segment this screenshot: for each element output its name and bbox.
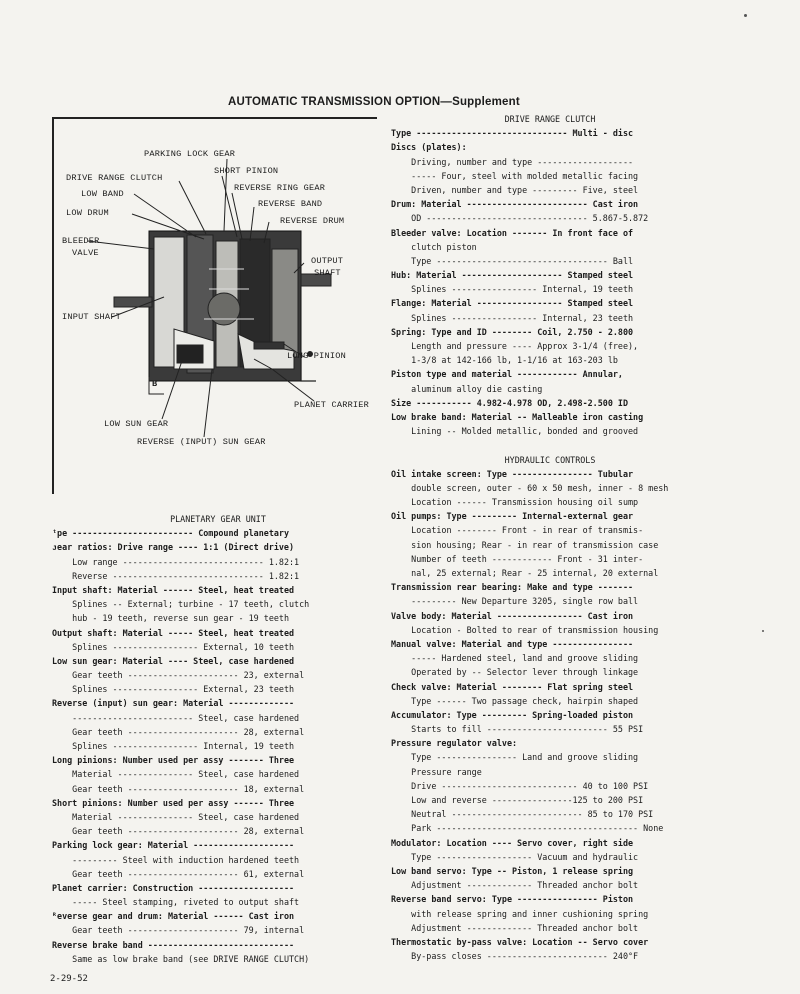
spec-line: Oil pumps: Type --------- Internal-external gear — [391, 511, 634, 522]
spec-line: Type ------------------------------ Multi - disc — [391, 128, 634, 139]
spec-line: Gear teeth ---------------------- 61, external — [52, 868, 305, 879]
spec-line: Planet carrier: Construction ------------------- — [52, 882, 295, 893]
paper-speck — [744, 14, 747, 17]
spec-line: double screen, outer - 60 x 50 mesh, inner - 8 mesh — [391, 482, 669, 493]
spec-line: Reverse brake band ----------------------------- — [52, 939, 295, 950]
spec-line: Splines ----------------- External, 10 teeth — [52, 641, 295, 652]
spec-line: sion housing; Rear - in rear of transmission case — [391, 539, 659, 550]
label-input-shaft: INPUT SHAFT — [62, 312, 121, 322]
spec-line: Splines -- External; turbine - 17 teeth, clutch — [52, 599, 310, 610]
label-low-drum: LOW DRUM — [66, 208, 109, 218]
spec-line: Pressure range — [391, 766, 482, 777]
spec-line: Long pinions: Number used per assy ------- Three — [52, 755, 295, 766]
label-planet-carrier: PLANET CARRIER — [294, 400, 369, 410]
spec-line: Adjustment ------------- Threaded anchor bolt — [391, 922, 639, 933]
label-reverse-band: REVERSE BAND — [258, 199, 323, 209]
spec-line: nal, 25 external; Rear - 25 internal, 20 external — [391, 568, 659, 578]
spec-line: Accumulator: Type --------- Spring-loaded piston — [391, 709, 634, 720]
spec-line: Length and pressure ---- Approx 3-1/4 (free), — [391, 341, 639, 351]
spec-line: Parking lock gear: Material -------------------- — [52, 840, 295, 851]
spec-line: ᵗpe ------------------------ Compound planetary — [52, 528, 289, 539]
spec-line: Low sun gear: Material ---- Steel, case hardened — [52, 655, 295, 666]
spec-line: ᴿeverse gear and drum: Material ------ Cast iron — [52, 911, 295, 922]
spec-line: Drive --------------------------- 40 to 100 PSI — [391, 780, 649, 791]
spec-line: 1-3/8 at 142-166 lb, 1-1/16 at 163-203 lb — [391, 355, 618, 366]
spec-line: --------- Steel with induction hardened teeth — [52, 854, 300, 865]
label-low-sun-gear: LOW SUN GEAR — [104, 419, 169, 429]
spec-line: aluminum alloy die casting — [391, 383, 543, 394]
spec-line: Check valve: Material -------- Flat spring steel — [391, 681, 634, 692]
page-title: AUTOMATIC TRANSMISSION OPTION—Supplement — [228, 96, 520, 108]
spec-line: ------------------------ Steel, case hardened — [52, 712, 300, 723]
spec-line: Starts to fill ------------------------ 55 PSI — [391, 724, 644, 735]
spec-line: Short pinions: Number used per assy ------ Three — [52, 797, 295, 808]
spec-line: Splines ----------------- External, 23 teeth — [52, 684, 295, 695]
spec-line: Lining -- Molded metallic, bonded and grooved — [391, 426, 639, 437]
spec-line: By-pass closes ------------------------ 240°F — [391, 951, 639, 962]
spec-line: Pressure regulator valve: — [391, 738, 518, 749]
label-short-pinion: SHORT PINION — [214, 166, 279, 176]
spec-line: Piston type and material ------------ Annular, — [391, 369, 623, 380]
section-heading: DRIVE RANGE CLUTCH — [504, 114, 596, 124]
spec-line: Discs (plates): — [391, 142, 467, 153]
spec-line: Low and reverse ----------------125 to 200 PSI — [391, 795, 644, 805]
label-reverse-input-sun-gear: REVERSE (INPUT) SUN GEAR — [137, 437, 266, 447]
spec-line: Driven, number and type --------- Five, steel — [391, 184, 639, 195]
spec-line: Gear teeth ---------------------- 18, external — [52, 783, 305, 794]
spec-line: Driving, number and type ------------------- — [391, 156, 634, 167]
spec-line: Modulator: Location ---- Servo cover, right side — [391, 837, 634, 848]
spec-line: Location - Bolted to rear of transmission housing — [391, 624, 659, 635]
spec-line: Gear teeth ---------------------- 28, external — [52, 826, 305, 837]
spec-line: Reverse ------------------------------ 1.82:1 — [52, 570, 300, 581]
label-output: OUTPUT — [311, 256, 344, 266]
spec-line: Gear teeth ---------------------- 28, external — [52, 726, 305, 737]
spec-line: Neutral -------------------------- 85 to 170 PSI — [391, 809, 654, 820]
label-bleeder: BLEEDER — [62, 236, 100, 246]
spec-line: Hub: Material -------------------- Stamped steel — [391, 270, 634, 281]
spec-line: Flange: Material ----------------- Stamped steel — [391, 298, 634, 309]
spec-line: Size ----------- 4.982-4.978 OD, 2.498-2.500 ID — [391, 397, 628, 408]
spec-line: ᴊear ratios: Drive range ---- 1:1 (Direct drive) — [52, 542, 295, 553]
paper-speck — [762, 630, 764, 632]
label-shaft: SHAFT — [314, 268, 341, 278]
spec-line: clutch piston — [391, 241, 477, 252]
spec-line: Type ---------------------------------- Ball — [391, 255, 634, 266]
spec-line: ----- Hardened steel, land and groove sliding — [391, 653, 639, 664]
spec-line: Number of teeth ------------ Front - 31 inter- — [391, 553, 644, 564]
spec-line: Material --------------- Steel, case hardened — [52, 811, 300, 822]
spec-line: hub - 19 teeth, reverse sun gear - 19 teeth — [52, 613, 289, 624]
label-reverse-drum: REVERSE DRUM — [280, 216, 345, 226]
spec-line: ----- Steel stamping, riveted to output shaft — [52, 897, 300, 908]
label-long-pinion: LONG PINION — [287, 351, 346, 361]
spec-line: Low band servo: Type -- Piston, 1 release spring — [391, 865, 634, 876]
spec-line: Spring: Type and ID -------- Coil, 2.750 - 2.800 — [391, 326, 634, 337]
planetary-gear-unit-section — [52, 512, 384, 966]
spec-line: Type ------ Two passage check, hairpin shaped — [391, 695, 639, 706]
spec-line: Adjustment ------------- Threaded anchor bolt — [391, 880, 639, 891]
spec-line: Reverse (input) sun gear: Material ------------- — [52, 698, 295, 709]
spec-line: ----- Four, steel with molded metallic facing — [391, 170, 639, 181]
spec-line: Splines ----------------- Internal, 19 teeth — [391, 284, 634, 295]
label-low-band: LOW BAND — [81, 189, 124, 199]
specifications-right-column — [391, 112, 709, 963]
spec-line: Gear teeth ---------------------- 79, internal — [52, 925, 305, 936]
spec-line: Drum: Material ------------------------ Cast iron — [391, 199, 639, 210]
spec-line: Gear teeth ---------------------- 23, external — [52, 670, 305, 681]
section-heading: HYDRAULIC CONTROLS — [504, 454, 596, 465]
spec-line: Reverse band servo: Type ---------------- Piston — [391, 894, 634, 905]
label-b: B — [152, 379, 158, 389]
spec-line: with release spring and inner cushioning spring — [391, 908, 649, 919]
spec-line: Thermostatic by-pass valve: Location -- Servo cover — [391, 936, 649, 947]
page-number: 2-29-52 — [50, 974, 88, 984]
spec-line: Same as low brake band (see DRIVE RANGE CLUTCH) — [52, 953, 310, 964]
spec-line: Location -------- Front - in rear of transmis- — [391, 525, 644, 536]
spec-line: Low brake band: Material -- Malleable iron casting — [391, 411, 644, 422]
section-heading: PLANETARY GEAR UNIT — [170, 514, 266, 524]
label-parking-lock-gear: PARKING LOCK GEAR — [144, 149, 236, 159]
label-valve: VALVE — [72, 248, 99, 258]
spec-line: Manual valve: Material and type ---------------- — [391, 638, 634, 649]
spec-line: Material --------------- Steel, case hardened — [52, 769, 300, 780]
spec-line: Splines ----------------- Internal, 23 teeth — [391, 312, 634, 323]
spec-line: Type ---------------- Land and groove sliding — [391, 752, 639, 763]
label-reverse-ring-gear: REVERSE RING GEAR — [234, 183, 326, 193]
spec-line: Location ------ Transmission housing oil sump — [391, 497, 639, 508]
spacer — [391, 438, 709, 452]
spec-line: Oil intake screen: Type ---------------- Tubular — [391, 468, 634, 479]
spec-line: Splines ----------------- Internal, 19 teeth — [52, 741, 295, 751]
spec-line: Low range ---------------------------- 1.82:1 — [52, 556, 300, 567]
spec-line: OD -------------------------------- 5.867-5.872 — [391, 213, 649, 224]
spec-line: Park ---------------------------------------- None — [391, 823, 664, 834]
spec-line: Transmission rear bearing: Make and type ------- — [391, 582, 634, 593]
spec-line: Operated by -- Selector lever through linkage — [391, 667, 639, 678]
spec-line: Valve body: Material ----------------- Cast iron — [391, 610, 634, 621]
spec-line: Output shaft: Material ----- Steel, heat treated — [52, 627, 295, 638]
spec-line: Type ------------------- Vacuum and hydraulic — [391, 851, 639, 862]
spec-line: Bleeder valve: Location ------- In front face of — [391, 227, 634, 238]
label-drive-range-clutch: DRIVE RANGE CLUTCH — [66, 173, 163, 183]
spec-line: Input shaft: Material ------ Steel, heat treated — [52, 584, 295, 595]
spec-line: --------- New Departure 3205, single row ball — [391, 596, 639, 607]
transmission-figure — [52, 117, 377, 494]
